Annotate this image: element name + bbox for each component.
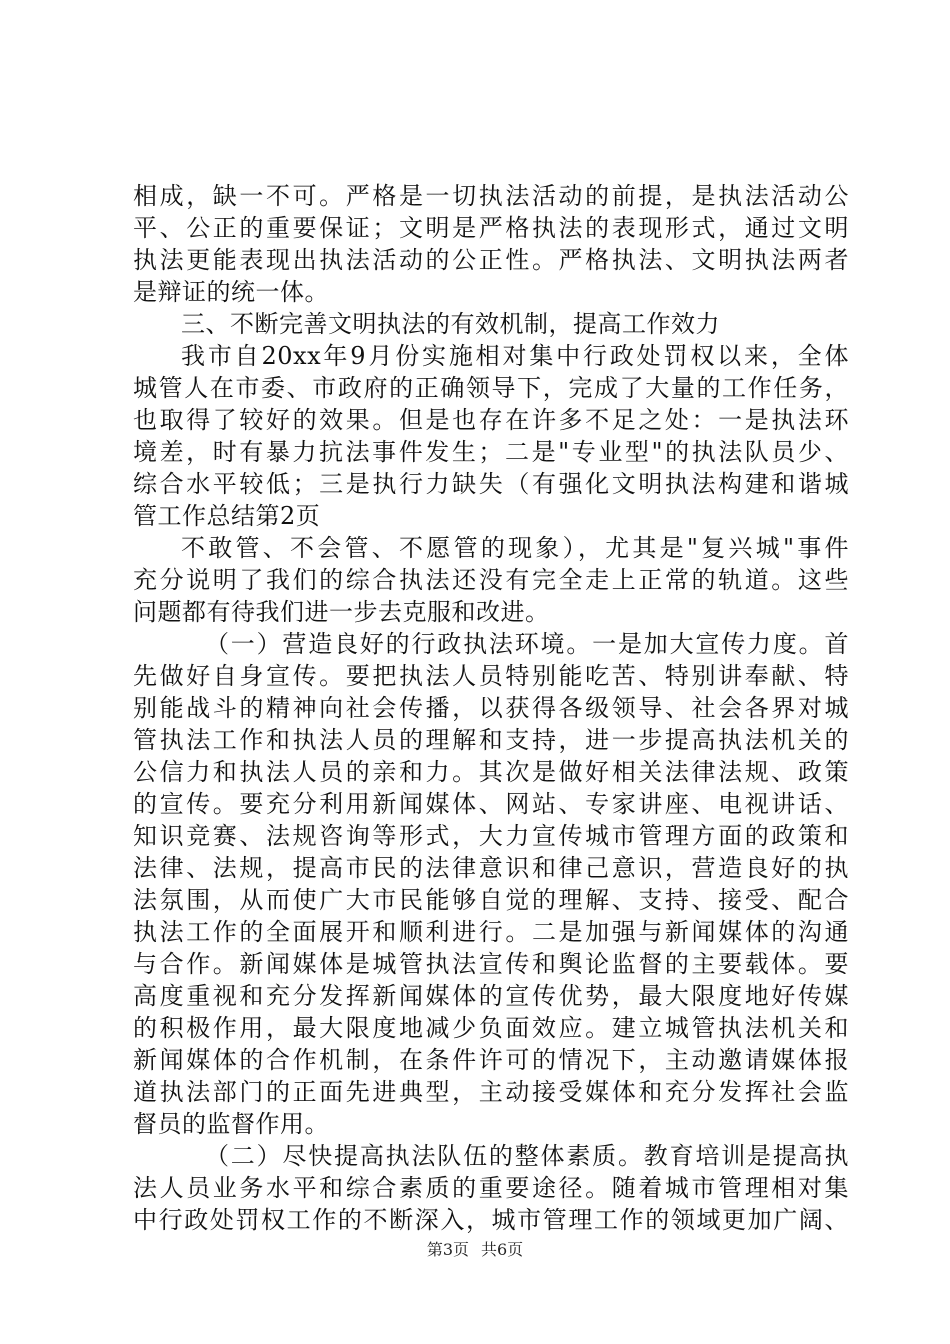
text-line: 充分说明了我们的综合执法还没有完全走上正常的轨道。这些 xyxy=(133,566,849,594)
text-line: 的宣传。要充分利用新闻媒体、网站、专家讲座、电视讲话、 xyxy=(133,790,849,818)
text-line: 别能战斗的精神向社会传播，以获得各级领导、社会各界对城 xyxy=(133,694,849,722)
text-line: 不敢管、不会管、不愿管的现象），尤其是"复兴城"事件 xyxy=(181,534,849,562)
text-line: 管工作总结第2页 xyxy=(133,502,321,530)
text-line: 问题都有待我们进一步去克服和改进。 xyxy=(133,598,550,626)
section-heading: 三、不断完善文明执法的有效机制，提高工作效力 xyxy=(181,310,720,338)
text-line: 法人员业务水平和综合素质的重要途径。随着城市管理相对集 xyxy=(133,1174,849,1202)
text-line: 知识竞赛、法规咨询等形式，大力宣传城市管理方面的政策和 xyxy=(133,822,849,850)
page-number: 第3页 xyxy=(426,1240,469,1259)
text-line: 法律、法规，提高市民的法律意识和律己意识，营造良好的执 xyxy=(133,854,849,882)
text-line: 境差，时有暴力抗法事件发生；二是"专业型"的执法队员少、 xyxy=(133,438,849,466)
text-line: （一）营造良好的行政执法环境。一是加大宣传力度。首 xyxy=(205,630,849,658)
page-total: 共6页 xyxy=(481,1240,524,1259)
text-line: 执法工作的全面展开和顺利进行。二是加强与新闻媒体的沟通 xyxy=(133,918,849,946)
text-line: 与合作。新闻媒体是城管执法宣传和舆论监督的主要载体。要 xyxy=(133,950,849,978)
text-line: （二）尽快提高执法队伍的整体素质。教育培训是提高执 xyxy=(205,1142,849,1170)
text-line: 也取得了较好的效果。但是也存在许多不足之处：一是执法环 xyxy=(133,406,849,434)
text-line: 城管人在市委、市政府的正确领导下，完成了大量的工作任务， xyxy=(133,374,849,402)
text-line: 新闻媒体的合作机制，在条件许可的情况下，主动邀请媒体报 xyxy=(133,1046,849,1074)
text-line: 高度重视和充分发挥新闻媒体的宣传优势，最大限度地好传媒 xyxy=(133,982,849,1010)
document-body xyxy=(133,180,849,1236)
text-line: 中行政处罚权工作的不断深入，城市管理工作的领域更加广阔、 xyxy=(133,1206,849,1234)
text-line: 综合水平较低；三是执行力缺失（有强化文明执法构建和谐城 xyxy=(133,470,849,498)
text-line: 的积极作用，最大限度地减少负面效应。建立城管执法机关和 xyxy=(133,1014,849,1042)
text-line: 我市自20xx年9月份实施相对集中行政处罚权以来，全体 xyxy=(181,342,849,370)
page-footer xyxy=(0,1240,950,1260)
text-line: 先做好自身宣传。要把执法人员特别能吃苦、特别讲奉献、特 xyxy=(133,662,849,690)
text-line: 管执法工作和执法人员的理解和支持，进一步提高执法机关的 xyxy=(133,726,849,754)
text-line: 法氛围，从而使广大市民能够自觉的理解、支持、接受、配合 xyxy=(133,886,849,914)
text-line: 督员的监督作用。 xyxy=(133,1110,329,1138)
text-line: 道执法部门的正面先进典型，主动接受媒体和充分发挥社会监 xyxy=(133,1078,849,1106)
text-line: 执法更能表现出执法活动的公正性。严格执法、文明执法两者 xyxy=(133,246,849,274)
text-line: 相成，缺一不可。严格是一切执法活动的前提，是执法活动公 xyxy=(133,182,849,210)
text-line: 公信力和执法人员的亲和力。其次是做好相关法律法规、政策 xyxy=(133,758,849,786)
text-line: 是辩证的统一体。 xyxy=(133,278,329,306)
text-line: 平、公正的重要保证；文明是严格执法的表现形式，通过文明 xyxy=(133,214,849,242)
